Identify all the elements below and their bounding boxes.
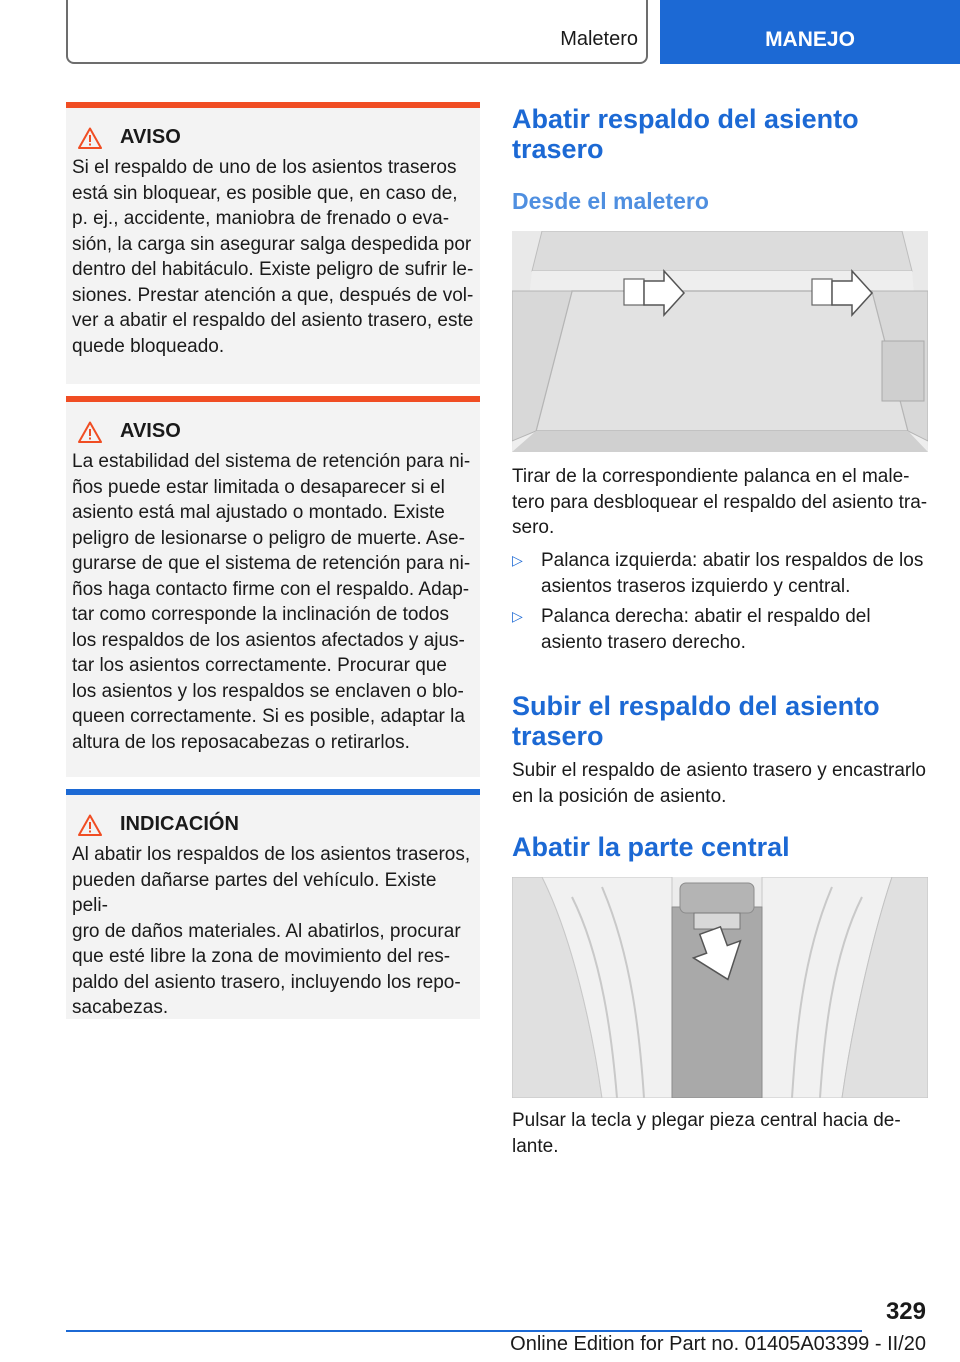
notice-title-text: AVISO: [120, 420, 181, 442]
notice-line: peligro de lesionarse o peligro de muerte. Ase-: [72, 527, 465, 549]
notice-line: está sin bloquear, es posible que, en caso de,: [72, 182, 458, 204]
notice-line: queen correctamente. Si es posible, adaptar la: [72, 706, 465, 727]
subheading-from-trunk: Desde el maletero: [512, 188, 709, 214]
list-item: [512, 604, 932, 655]
notice-line: Si el respaldo de uno de los asientos traseros: [72, 157, 457, 178]
notice-body: [72, 449, 480, 755]
paragraph-fold-instructions: [512, 464, 932, 541]
notice-line: sión, la carga sin asegurar salga despedida por: [72, 233, 472, 255]
paragraph-line: Subir el respaldo de asiento trasero y encastrarlo: [512, 760, 927, 781]
warning-bar: [66, 102, 480, 108]
warning-triangle-icon: [78, 421, 102, 443]
notice-line: La estabilidad del sistema de retención para ni-: [72, 451, 471, 472]
notice-title-text: INDICACIÓN: [120, 813, 239, 835]
chapter-tab[interactable]: MANEJO: [660, 0, 960, 64]
warning-bar: [66, 396, 480, 402]
warning-triangle-icon: [78, 814, 102, 836]
notice-line: ños puede estar limitada o desaparecer si el: [72, 476, 445, 498]
paragraph-line: lante.: [512, 1135, 559, 1157]
heading-line: Abatir respaldo del asiento: [512, 104, 859, 134]
paragraph-line: Tirar de la correspondiente palanca en el male-: [512, 466, 910, 487]
notice-title-text: AVISO: [120, 126, 181, 148]
paragraph-raise-instructions: [512, 758, 932, 809]
heading-fold-center: Abatir la parte central: [512, 832, 790, 862]
notice-line: gurarse de que el sistema de retención para ni-: [72, 553, 471, 574]
paragraph-line: Pulsar la tecla y plegar pieza central hacia de-: [512, 1110, 901, 1131]
paragraph-line: tero para desbloquear el respaldo del asiento tra-: [512, 491, 928, 513]
heading-raise-backrest: [512, 691, 932, 751]
notice-line: asiento está mal ajustado o montado. Existe: [72, 502, 445, 523]
list-item-line: Palanca derecha: abatir el respaldo del: [541, 606, 871, 627]
notice-line: que esté libre la zona de movimiento del res-: [72, 946, 451, 967]
warning-notice-1: [66, 102, 480, 384]
notice-line: gro de daños materiales. Al abatirlos, procurar: [72, 920, 461, 942]
trunk-illustration: [512, 231, 928, 452]
footer-edition: Online Edition for Part no. 01405A03399 - II/20: [510, 1333, 926, 1355]
notice-body: [72, 155, 480, 359]
notice-line: paldo del asiento trasero, incluyendo los repo-: [72, 971, 461, 993]
list-item-line: asiento trasero derecho.: [541, 631, 746, 653]
section-title: Maletero: [560, 28, 638, 50]
notice-line: tar como corresponde la inclinación de todos: [72, 604, 450, 625]
list-item-line: asientos traseros izquierdo y central.: [541, 575, 851, 597]
paragraph-line: en la posición de asiento.: [512, 785, 727, 807]
heading-line: trasero: [512, 721, 604, 751]
notice-title: [78, 126, 480, 149]
list-item: [512, 548, 932, 599]
notice-title: [78, 420, 480, 443]
notice-line: pueden dañarse partes del vehículo. Existe peli-: [72, 869, 437, 916]
notice-line: p. ej., accidente, maniobra de frenado o eva-: [72, 208, 450, 229]
rear-seat-illustration: [512, 877, 928, 1098]
notice-line: quede bloqueado.: [72, 335, 225, 357]
notice-line: los respaldos de los asientos afectados y ajus-: [72, 629, 465, 651]
notice-line: tar los asientos correctamente. Procurar que: [72, 655, 447, 676]
footer-divider: [66, 1330, 862, 1332]
heading-line: trasero: [512, 134, 604, 164]
warning-triangle-icon: [78, 127, 102, 149]
notice-title: [78, 813, 480, 836]
heading-fold-backrest: [512, 104, 932, 164]
notice-line: siones. Prestar atención a que, después de vol-: [72, 284, 474, 306]
paragraph-line: sero.: [512, 517, 555, 538]
warning-notice-2: [66, 396, 480, 777]
trunk-lever-illustration: [512, 231, 928, 452]
notice-body: [72, 842, 480, 1021]
list-item-line: Palanca izquierda: abatir los respaldos de los: [541, 550, 924, 571]
notice-line: ños haga contacto firme con el respaldo. Adap-: [72, 578, 470, 600]
notice-line: sacabezas.: [72, 997, 169, 1018]
triangle-bullet-icon: ▷: [512, 552, 523, 568]
notice-line: Al abatir los respaldos de los asientos traseros,: [72, 844, 471, 865]
notice-line: los asientos y los respaldos se enclaven o blo-: [72, 680, 464, 702]
heading-line: Subir el respaldo del asiento: [512, 691, 880, 721]
triangle-bullet-icon: ▷: [512, 608, 523, 624]
info-bar: [66, 789, 480, 795]
notice-line: ver a abatir el respaldo del asiento trasero, este: [72, 310, 474, 331]
info-notice: [66, 789, 480, 1019]
paragraph-center-instructions: [512, 1108, 932, 1159]
notice-line: altura de los reposacabezas o retirarlos.: [72, 731, 410, 753]
page-number: 329: [885, 1298, 926, 1325]
center-section-illustration: [512, 877, 928, 1098]
notice-line: dentro del habitáculo. Existe peligro de sufrir le-: [72, 259, 474, 280]
